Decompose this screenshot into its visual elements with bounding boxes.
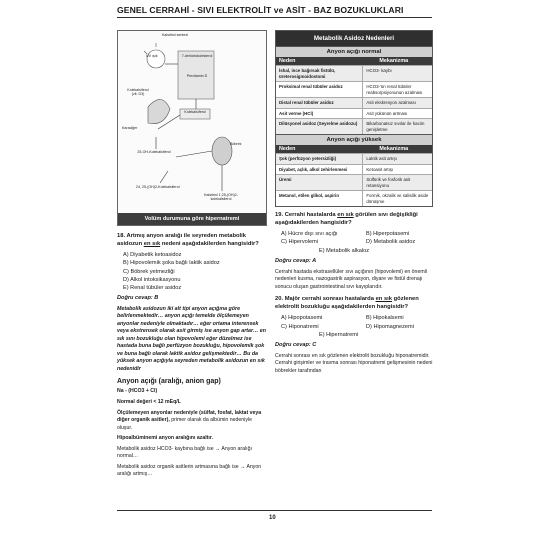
option: C) Hipervolemi	[281, 239, 318, 246]
figure-label: Kalsitriol sentezi	[162, 33, 188, 37]
explanation-19: Cerrahi hastada ekstrasellüler sıvı açığının (hipovolemi) en önemli nedenleri kusma, nazogastrik aspirasyon, diyare ve fistül drenajı sonucu oluşan gastrointestinal sıvı kayıplarıdır.	[275, 268, 427, 290]
table-row: Asit verme (HCl) Asit yükünün artması	[276, 108, 432, 119]
figure-label: Böbrek	[230, 142, 242, 146]
option: C) Hiponatremi	[281, 323, 319, 330]
figure-label: 7-dehidrokolesterol	[181, 54, 213, 58]
column-header: Neden	[279, 58, 296, 64]
normal-value: Normal değeri < 12 mEq/L	[117, 399, 181, 405]
formula: Na - (HCO3 + Cl)	[117, 388, 158, 395]
question-18-options	[117, 251, 267, 292]
table-header	[276, 145, 432, 153]
table-row: Üremi Sülfürik ve fosforik asit retansiyonu	[276, 174, 432, 190]
table-title: Metabolik Asidoz Nedenleri	[276, 31, 432, 46]
question-20-options	[275, 314, 433, 338]
left-column	[117, 30, 267, 479]
answer-20: Doğru cevap: C	[275, 341, 317, 348]
footer-rule	[117, 510, 432, 511]
anion-description: Ölçülemeyen anyonlar nedeniyle (sülfat, fosfat, laktat veya diğer organik asitler), primer olarak da albümin nedeniyle oluşur.	[117, 409, 262, 431]
table-row: Dilüsyonel asidoz (Seyrelme asidozu) Bikarbonatsız sıvılar ile hacim genişletme	[276, 118, 432, 134]
figure-label: Karaciğer	[122, 126, 138, 130]
table-row: Metanol, etilen glikol, aspirin Formik, okzalik ve salisilik aside dönüşme	[276, 190, 432, 206]
option: E) Metabolik alkaloz	[319, 247, 370, 254]
question-20: 20. Majör cerrahi sonrası hastalarda en sık gözlenen elektrolit bozukluğu aşağıdakilerden hangisidir?	[275, 296, 419, 310]
figure-label: Kalsitriol 1,25-(OH)2-kolekalsiferol	[204, 193, 238, 201]
question-19-options	[275, 230, 433, 254]
page-number: 10	[269, 515, 276, 521]
figure-label: Kolekalsiferol (vit. D3)	[127, 88, 149, 96]
table-section-title: Anyon açığı normal	[276, 46, 432, 57]
explanation-18: Metabolik asidozun iki alt tipi anyon açığına göre belirlenmektedir… anyon açığı temelde ölçülemeyen anyonlar nedeniyle olmaktadır… eğer ortama interensek veya ekstrensek olarak asit girmiş ise anyon gap artar… en sık sını bozukluğu olan hipovolemi eğer düzelmez ise hastada buna bağlı perfüzyon bozukluğu, hipovolemik şok ve buna bağlı olarak laktik asidoz gelişmektedir… Bu da yüksek anyon açığıyla seyreden metabolik asidozun en sık nedenidir	[117, 305, 266, 372]
table-row: İshal, ince bağırsak fistülü, üreterosigmoidostomi HCO3- kaybı	[276, 65, 432, 81]
figure-label: UV ışık	[146, 54, 158, 58]
option: D) Alkol intoksikasyonu	[123, 276, 181, 283]
question-19: 19. Cerrahi hastalarda en sık görülen sıvı değişikliği aşağıdakilerden hangisidir?	[275, 212, 418, 226]
option: E) Hipernatremi	[319, 331, 359, 338]
table-row: Distal renal tübüler asidoz Asit ekskresyon azalması	[276, 97, 432, 108]
answer-19: Doğru cevap: A	[275, 257, 317, 264]
explanation-20: Cerrahi sonrası en sık gözlenen elektrolit bozukluğu hiponatremidir. Cerrahi girişimler ve travma sonrası hiponatremi gelişmesinin nedeni böbrekler tarafından	[275, 352, 433, 374]
anion-paragraph: Metabolik asidoz HCO3- kaybına bağlı ise → Anyon aralığı normal…	[117, 445, 252, 460]
figure-vitamin-d	[117, 30, 267, 226]
section-heading: Anyon açığı (aralığı, anion gap)	[117, 378, 221, 386]
figure-label: 25-OH-Kolekalsiferol	[137, 150, 171, 154]
figure-label: Kolekalsiferol	[184, 110, 206, 114]
page-header: GENEL CERRAHİ - SIVI ELEKTROLİT ve ASİT - BAZ BOZUKLUKLARI	[117, 5, 404, 15]
column-header: Neden	[279, 146, 296, 152]
column-header: Mekanizma	[379, 146, 409, 152]
anion-paragraph: Metabolik asidoz organik asitlerin artmasına bağlı ise → Anyon aralığı artmış…	[117, 463, 262, 478]
table-body-high	[276, 153, 432, 206]
option: A) Hipopotasemi	[281, 315, 323, 322]
hipoalbumin-note: Hipoalbüminemi anyon aralığını azaltır.	[117, 435, 213, 442]
option: B) Hipokalsemi	[366, 315, 404, 322]
table-section-title: Anyon açığı yüksek	[276, 134, 432, 145]
option: A) Diyabetik ketoasidoz	[123, 252, 182, 259]
option: D) Metabolik asidoz	[366, 239, 416, 246]
option: D) Hipomagnezemi	[366, 323, 414, 330]
option: C) Böbrek yetmezliği	[123, 268, 175, 275]
option: A) Hücre dışı sıvı açığı	[281, 231, 338, 238]
question-18: 18. Artmış anyon aralığı ile seyreden metabolik asidozun en sık nedeni aşağıdakilerden hangisidir?	[117, 233, 259, 247]
table-row: Şok (perfüzyon yetersizliği) Laktik asit artışı	[276, 153, 432, 164]
table-row: Diyabet, açlık, alkol zehirlenmesi Ketoasit artışı	[276, 164, 432, 175]
header-rule	[117, 17, 432, 18]
option: B) Hiperpotasemi	[366, 231, 410, 238]
figure-label: 24, 25-(OH)2-Kolekalsiferol	[136, 185, 180, 189]
right-column	[275, 30, 433, 375]
table-header	[276, 57, 432, 65]
column-header: Mekanizma	[379, 58, 409, 64]
figure-caption: Volüm durumuna göre hipernatremi	[118, 213, 266, 225]
table-row: Proksimal renal tübüler asidoz HCO3-'ün renal tübüler reabsorpsiyonunun azalması	[276, 81, 432, 97]
option: E) Renal tübüler asidoz	[123, 284, 182, 291]
figure-label: Previtamin D	[186, 74, 208, 78]
answer-18: Doğru cevap: B	[117, 294, 159, 301]
option: B) Hipovolemik şoka bağlı laktik asidoz	[123, 260, 220, 267]
metabolic-acidosis-table	[275, 30, 433, 207]
table-body-normal	[276, 65, 432, 134]
